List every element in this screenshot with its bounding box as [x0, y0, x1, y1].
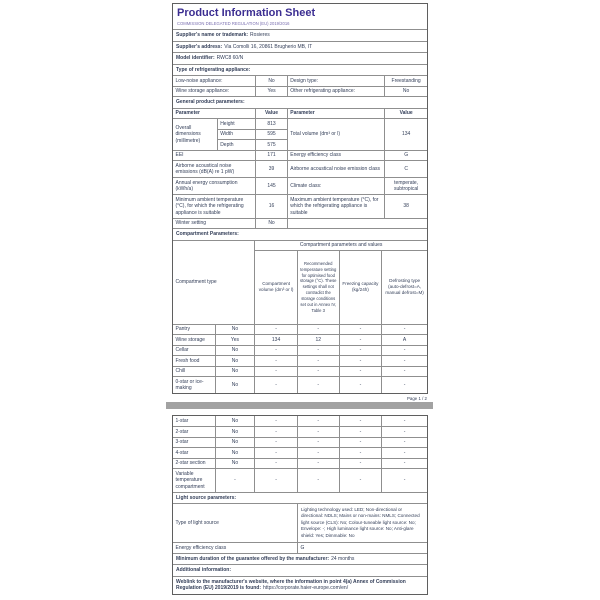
compartment-type: Wine storage: [175, 336, 205, 343]
compartment-present: No: [215, 459, 255, 469]
compartment-temp: -: [297, 448, 339, 458]
supplier-address-value: Via Comolli 16, 20861 Brugherio MB, IT: [224, 43, 313, 50]
compartment-freezing-header: Freezing capacity (kg/24h): [339, 251, 382, 324]
compartment-row-fresh-food: [173, 355, 427, 366]
compartment-defrost: -: [381, 416, 427, 426]
energy-class-value: G: [297, 543, 427, 553]
compartment-defrost: -: [381, 325, 427, 335]
dimensions-label: Overall dimensions (millimetre): [175, 124, 201, 144]
weblink-row: [173, 576, 427, 594]
regulation-subtitle: COMMISSION DELEGATED REGULATION (EU) 2019/2016: [177, 20, 290, 26]
compartment-volume: -: [254, 459, 297, 469]
page-separator-bar: [166, 402, 433, 409]
compartment-freezing: -: [339, 335, 382, 345]
compartment-volume: -: [254, 325, 297, 335]
weblink-url: https://corporate.haier-europe.com/en/: [263, 585, 349, 592]
compartment-freezing: -: [339, 356, 382, 366]
compartment-freezing: -: [339, 448, 382, 458]
compartment-temp: -: [297, 377, 339, 393]
general-row-eei: [173, 150, 427, 161]
section-light-heading: Light source parameters:: [176, 494, 237, 501]
compartment-temp: -: [297, 356, 339, 366]
compartment-volume: -: [254, 377, 297, 393]
general-row-ambient: [173, 194, 427, 218]
header-value: Value: [255, 109, 286, 119]
compartment-defrost: -: [381, 459, 427, 469]
supplier-name-row: [173, 29, 427, 41]
compartment-temp: -: [297, 469, 339, 492]
light-source-value: Lighting technology used: LED; Non-directional or directional: NDLS; Mains or non-mains: NMLS; Connected light source (CLS): No; Colour-tuneable light source: No; Envelope: -; High luminance light source: No; Anti-glare shield: Yes; Dimmable: No: [297, 504, 427, 542]
general-row-energy: [173, 177, 427, 194]
section-general-row: [173, 96, 427, 108]
compartment-row-4-star: [173, 447, 427, 458]
page-number: Page 1 / 2: [406, 396, 427, 402]
compartment-row-1-star: [173, 416, 427, 426]
param-label: Climate class:: [287, 178, 385, 194]
param-label: Minimum ambient temperature (°C), for which the refrigerating appliance is suitable: [175, 196, 244, 216]
dimensions-row: [173, 118, 427, 150]
supplier-address-cell: [173, 42, 427, 53]
supplier-name-label: Supplier's name or trademark:: [176, 32, 249, 39]
param-value: No: [255, 76, 286, 86]
compartment-present: No: [215, 416, 255, 426]
compartment-defrost: -: [381, 367, 427, 377]
page-1-table: [172, 3, 428, 394]
compartment-volume: -: [254, 438, 297, 448]
compartment-type: Cellar: [175, 347, 189, 354]
supplier-name-cell: [173, 30, 427, 41]
compartment-defrost: -: [381, 356, 427, 366]
compartment-volume: -: [254, 448, 297, 458]
height-label: Height: [217, 119, 256, 129]
general-header-row: [173, 108, 427, 119]
compartment-type: 2-star section: [175, 460, 206, 466]
winter-setting-value: No: [255, 219, 286, 229]
compartment-row-pantry: [173, 324, 427, 335]
param-label: Other refrigerating appliance:: [287, 87, 385, 97]
compartment-present: No: [215, 448, 255, 458]
compartment-freezing: -: [339, 427, 382, 437]
compartment-volume: -: [254, 367, 297, 377]
compartment-present: No: [215, 346, 255, 356]
header-parameter: Parameter: [287, 109, 385, 119]
compartment-freezing: -: [339, 459, 382, 469]
model-identifier-label: Model identifier:: [176, 55, 215, 62]
compartment-volume: -: [254, 416, 297, 426]
param-label: Energy efficiency class: [287, 151, 385, 161]
param-label: EEI: [175, 152, 184, 159]
param-value: Freestanding: [384, 76, 427, 86]
compartment-volume: 134: [254, 335, 297, 345]
compartment-defrost: -: [381, 469, 427, 492]
winter-setting-row: [173, 218, 427, 229]
header-parameter: Parameter: [175, 110, 200, 117]
compartment-temp-header: Recommended temperature setting for optimised food storage (°C). These settings shall not contradict the storage conditions set out in Annex IV, Table 3: [297, 251, 339, 324]
winter-setting-label: Winter setting: [175, 220, 207, 227]
compartment-type: Pantry: [175, 326, 190, 333]
compartment-type-header: Compartment type: [175, 278, 217, 285]
product-sheet-page-1: [172, 3, 428, 401]
compartment-defrost: -: [381, 438, 427, 448]
type-row-wine-storage: [173, 86, 427, 97]
compartment-freezing: -: [339, 367, 382, 377]
section-type-row: [173, 64, 427, 76]
total-volume-value: 134: [384, 119, 427, 150]
compartment-defrost: A: [381, 335, 427, 345]
param-label: Maximum ambient temperature (°C), for which the refrigerating appliance is suitable: [287, 195, 385, 218]
depth-value: 575: [255, 139, 286, 150]
depth-label: Depth: [217, 139, 256, 150]
compartment-defrost: -: [381, 377, 427, 393]
empty-cell: [287, 219, 427, 229]
width-value: 595: [255, 129, 286, 140]
compartment-present: No: [215, 325, 255, 335]
compartment-row-cellar: [173, 345, 427, 356]
compartment-type: Fresh food: [175, 357, 200, 364]
compartment-volume: -: [254, 469, 297, 492]
compartment-row-chill: [173, 366, 427, 377]
section-compartment-heading: Compartment Parameters:: [176, 231, 239, 238]
compartment-defrost: -: [381, 448, 427, 458]
general-row-noise: [173, 160, 427, 177]
compartment-freezing: -: [339, 469, 382, 492]
title-block: [173, 4, 427, 29]
section-type-heading: Type of refrigerating appliance:: [176, 66, 251, 73]
compartment-type: Chill: [175, 368, 186, 375]
guarantee-row: [173, 553, 427, 565]
header-value: Value: [384, 109, 427, 119]
weblink-cell: [173, 577, 427, 594]
compartment-present: No: [215, 438, 255, 448]
width-label: Width: [217, 129, 256, 140]
section-additional-row: [173, 564, 427, 576]
compartment-freezing: -: [339, 438, 382, 448]
compartment-present: No: [215, 367, 255, 377]
compartment-defrost-header: Defrosting type (auto-defrost=A, manual defrost=M): [381, 251, 427, 324]
compartment-type: Variable temperature compartment: [175, 470, 205, 490]
param-label: Annual energy consumption (kWh/a): [175, 179, 238, 193]
param-label: Airborne acoustical noise emissions (dB(A) re 1 pW): [175, 162, 235, 176]
compartment-temp: -: [297, 438, 339, 448]
supplier-address-row: [173, 41, 427, 53]
compartment-temp: -: [297, 459, 339, 469]
param-value: 145: [255, 178, 286, 194]
compartment-header-row: [173, 240, 427, 324]
compartment-type: 2-star: [175, 428, 189, 435]
section-general-heading: General product parameters:: [176, 99, 245, 106]
param-value: G: [384, 151, 427, 161]
param-value: temperate, subtropical: [384, 178, 427, 194]
compartment-row-3-star: [173, 437, 427, 448]
compartment-row-wine-storage: [173, 334, 427, 345]
guarantee-cell: [173, 554, 427, 565]
compartment-row-variable-temp: [173, 468, 427, 492]
compartment-span-header: Compartment parameters and values: [254, 241, 427, 252]
compartment-volume-header: Compartment volume (dm³ or l): [254, 251, 297, 324]
compartment-present: Yes: [215, 335, 255, 345]
compartment-type: 1-star: [175, 417, 189, 424]
param-value: 39: [255, 161, 286, 177]
model-identifier-cell: [173, 53, 427, 64]
type-row-low-noise: [173, 75, 427, 86]
param-value: 16: [255, 195, 286, 218]
param-value: Yes: [255, 87, 286, 97]
param-value: No: [384, 87, 427, 97]
param-label: Design type:: [287, 76, 385, 86]
compartment-temp: -: [297, 416, 339, 426]
param-label: Wine storage appliance:: [175, 88, 230, 95]
compartment-defrost: -: [381, 427, 427, 437]
model-identifier-row: [173, 52, 427, 64]
weblink-label: Weblink to the manufacturer's website, where the information in point 4(a) Annex of Commission Regulation (EU) 2019/2019 is found:: [176, 578, 406, 592]
compartment-temp: -: [297, 325, 339, 335]
energy-class-label: Energy efficiency class: [175, 544, 227, 551]
param-label: Low-noise appliance:: [175, 77, 223, 84]
energy-class-row: [173, 542, 427, 553]
compartment-row-2-star-section: [173, 458, 427, 469]
compartment-present: -: [215, 469, 255, 492]
compartment-row-2-star: [173, 426, 427, 437]
section-compartment-row: [173, 228, 427, 240]
compartment-type: 0-star or ice-making: [175, 378, 204, 392]
total-volume-label: Total volume (dm³ or l): [287, 119, 385, 150]
param-value: C: [384, 161, 427, 177]
height-value: 813: [255, 119, 286, 129]
compartment-temp: -: [297, 427, 339, 437]
compartment-freezing: -: [339, 325, 382, 335]
compartment-freezing: -: [339, 346, 382, 356]
page-2-table: [172, 415, 428, 595]
compartment-type: 3-star: [175, 439, 189, 445]
compartment-present: No: [215, 356, 255, 366]
compartment-type: 4-star: [175, 449, 189, 456]
supplier-name-value: Rosieres: [250, 32, 270, 39]
model-identifier-value: RWC8 60/N: [216, 55, 244, 62]
compartment-temp: -: [297, 346, 339, 356]
compartment-row-zero-star: [173, 376, 427, 393]
product-sheet-page-2: [172, 415, 428, 595]
light-source-row: [173, 503, 427, 542]
section-light-row: [173, 492, 427, 504]
param-label: Airborne acoustical noise emission class: [287, 161, 385, 177]
compartment-temp: -: [297, 367, 339, 377]
light-source-label: Type of light source: [175, 519, 219, 526]
compartment-defrost: -: [381, 346, 427, 356]
compartment-freezing: -: [339, 377, 382, 393]
page-title: Product Information Sheet: [177, 7, 316, 19]
compartment-volume: -: [254, 346, 297, 356]
param-value: 171: [255, 151, 286, 161]
compartment-volume: -: [254, 427, 297, 437]
compartment-temp: 12: [297, 335, 339, 345]
guarantee-label: Minimum duration of the guarantee offered by the manufacturer:: [176, 555, 330, 562]
supplier-address-label: Supplier's address:: [176, 43, 223, 50]
compartment-present: No: [215, 377, 255, 393]
compartment-volume: -: [254, 356, 297, 366]
compartment-freezing: -: [339, 416, 382, 426]
section-additional-heading: Additional information:: [176, 567, 231, 574]
guarantee-value: 24 months: [331, 555, 355, 562]
param-value: 38: [384, 195, 427, 218]
compartment-present: No: [215, 427, 255, 437]
